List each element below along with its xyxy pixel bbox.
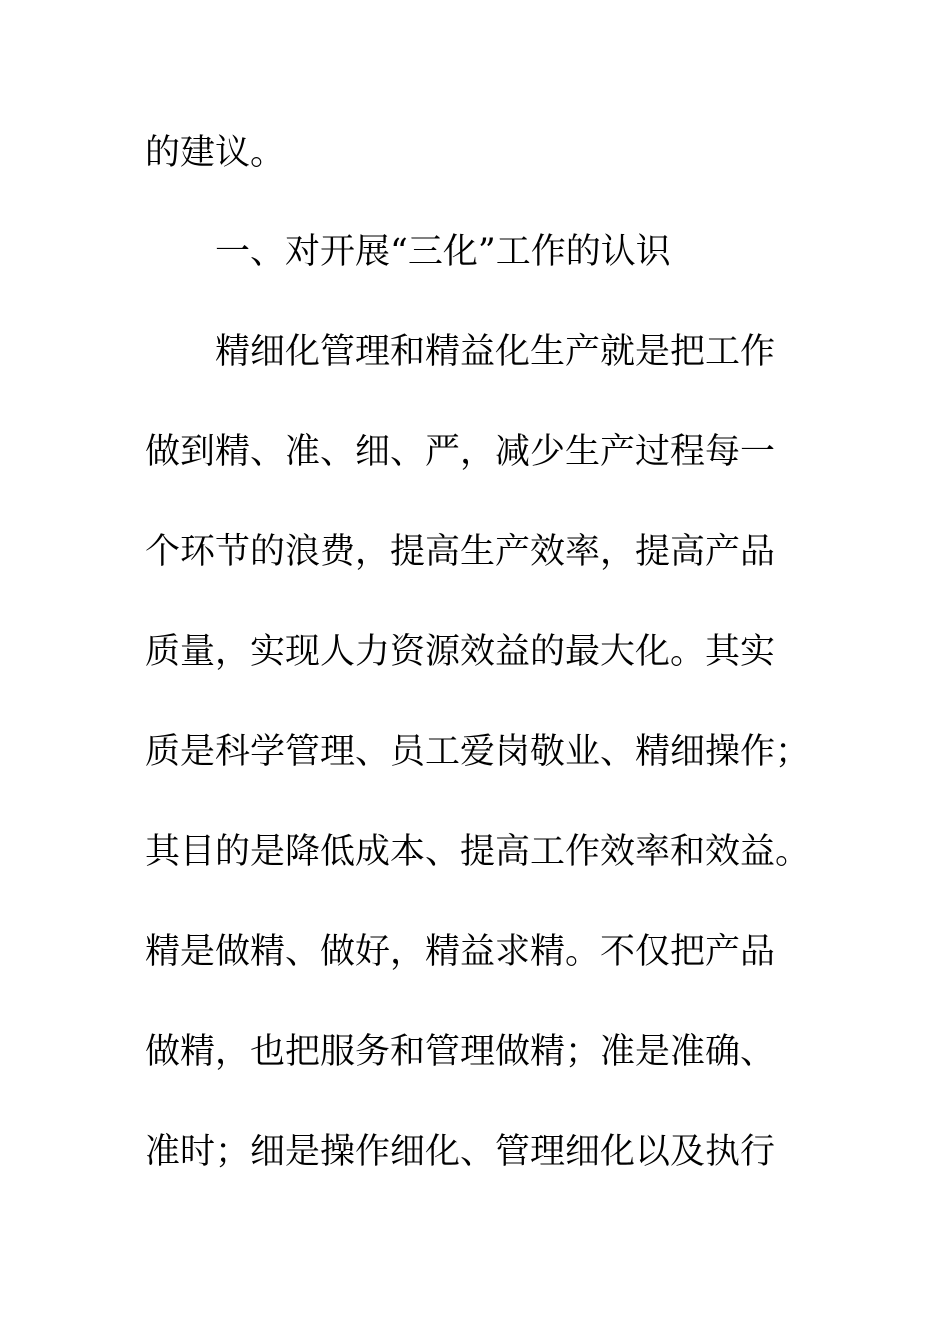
paragraph-line-continuation: 的建议。 (145, 133, 286, 173)
section-heading: 一、对开展“三化”工作的认识 (215, 232, 671, 272)
paragraph-line: 精细化管理和精益化生产就是把工作 (215, 332, 776, 372)
paragraph-line: 质量，实现人力资源效益的最大化。其实 (145, 632, 776, 672)
paragraph-line: 其目的是降低成本、提高工作效率和效益。 (145, 832, 811, 872)
paragraph-line: 个环节的浪费，提高生产效率，提高产品 (145, 532, 776, 572)
paragraph-line: 精是做精、做好，精益求精。不仅把产品 (145, 932, 776, 972)
paragraph-line: 质是科学管理、员工爱岗敬业、精细操作； (145, 732, 811, 772)
paragraph-line: 做到精、准、细、严，减少生产过程每一 (145, 432, 776, 472)
paragraph-line: 准时；细是操作细化、管理细化以及执行 (145, 1132, 776, 1172)
paragraph-line: 做精，也把服务和管理做精；准是准确、 (145, 1032, 776, 1072)
